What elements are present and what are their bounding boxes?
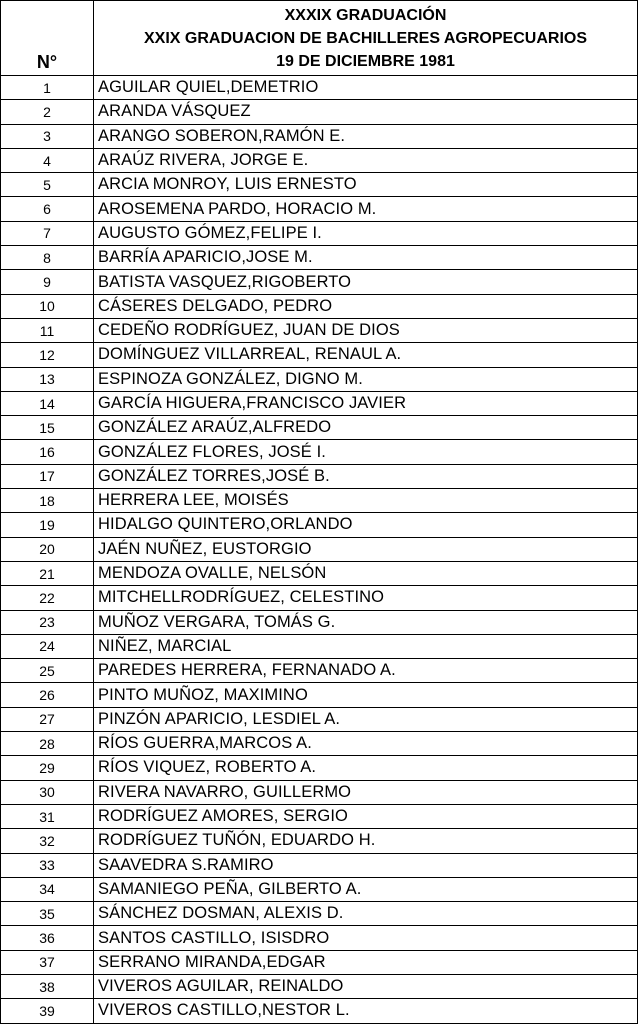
graduate-name: HERRERA LEE, MOISÉS [94,489,638,513]
row-number: 21 [1,561,94,585]
row-number: 2 [1,100,94,124]
table-row [1,124,638,148]
row-number: 13 [1,367,94,391]
graduate-name: PAREDES HERRERA, FERNANADO A. [94,659,638,683]
table-row [1,853,638,877]
graduate-name: GARCÍA HIGUERA,FRANCISCO JAVIER [94,391,638,415]
graduate-name: CÁSERES DELGADO, PEDRO [94,294,638,318]
graduate-name: MITCHELLRODRÍGUEZ, CELESTINO [94,586,638,610]
row-number: 7 [1,221,94,245]
graduate-name: BATISTA VASQUEZ,RIGOBERTO [94,270,638,294]
table-row [1,489,638,513]
graduate-name: MUÑOZ VERGARA, TOMÁS G. [94,610,638,634]
row-number: 36 [1,926,94,950]
row-number: 27 [1,707,94,731]
row-number: 15 [1,416,94,440]
table-row [1,197,638,221]
table-row [1,586,638,610]
graduate-name: PINZÓN APARICIO, LESDIEL A. [94,707,638,731]
row-number: 22 [1,586,94,610]
graduate-name: NIÑEZ, MARCIAL [94,634,638,658]
table-row [1,537,638,561]
row-number: 5 [1,173,94,197]
table-row [1,804,638,828]
graduate-name: AGUILAR QUIEL,DEMETRIO [94,76,638,100]
row-number: 3 [1,124,94,148]
graduate-name: VIVEROS AGUILAR, REINALDO [94,974,638,998]
table-row [1,561,638,585]
table-row [1,318,638,342]
row-number: 24 [1,634,94,658]
graduate-name: CEDEÑO RODRÍGUEZ, JUAN DE DIOS [94,318,638,342]
row-number: 23 [1,610,94,634]
row-number: 19 [1,513,94,537]
graduate-name: SAMANIEGO PEÑA, GILBERTO A. [94,877,638,901]
graduate-name: RODRÍGUEZ AMORES, SERGIO [94,804,638,828]
table-row [1,343,638,367]
graduate-name: HIDALGO QUINTERO,ORLANDO [94,513,638,537]
table-row [1,367,638,391]
table-row [1,464,638,488]
row-number: 31 [1,804,94,828]
table-row [1,513,638,537]
graduate-name: GONZÁLEZ ARAÚZ,ALFREDO [94,416,638,440]
table-row [1,950,638,974]
table-row [1,829,638,853]
graduate-name: GONZÁLEZ TORRES,JOSÉ B. [94,464,638,488]
table-row [1,391,638,415]
row-number: 39 [1,999,94,1023]
row-number: 8 [1,246,94,270]
row-number: 9 [1,270,94,294]
graduate-name: DOMÍNGUEZ VILLARREAL, RENAUL A. [94,343,638,367]
table-row [1,902,638,926]
row-number: 4 [1,148,94,172]
row-number: 11 [1,318,94,342]
table-row [1,780,638,804]
graduate-name: SAAVEDRA S.RAMIRO [94,853,638,877]
graduate-name: AUGUSTO GÓMEZ,FELIPE I. [94,221,638,245]
table-row [1,877,638,901]
graduate-name: ARANGO SOBERON,RAMÓN E. [94,124,638,148]
row-number: 20 [1,537,94,561]
table-row [1,659,638,683]
row-number: 17 [1,464,94,488]
row-number: 10 [1,294,94,318]
table-row [1,270,638,294]
header-row [1,1,638,76]
title-cell [94,1,638,76]
table-row [1,148,638,172]
graduate-name: ESPINOZA GONZÁLEZ, DIGNO M. [94,367,638,391]
row-number: 30 [1,780,94,804]
graduate-name: RÍOS VIQUEZ, ROBERTO A. [94,756,638,780]
table-row [1,926,638,950]
table-row [1,294,638,318]
number-column-header: N° [1,1,94,76]
title-line-3: 19 DE DICIEMBRE 1981 [276,52,455,70]
table-row [1,173,638,197]
graduate-name: GONZÁLEZ FLORES, JOSÉ I. [94,440,638,464]
graduate-name: JAÉN NUÑEZ, EUSTORGIO [94,537,638,561]
row-number: 38 [1,974,94,998]
table-row [1,634,638,658]
row-number: 35 [1,902,94,926]
row-number: 26 [1,683,94,707]
graduate-name: SÁNCHEZ DOSMAN, ALEXIS D. [94,902,638,926]
table-row [1,707,638,731]
graduate-name: SERRANO MIRANDA,EDGAR [94,950,638,974]
row-number: 29 [1,756,94,780]
table-row [1,756,638,780]
row-number: 25 [1,659,94,683]
table-row [1,732,638,756]
row-number: 34 [1,877,94,901]
row-number: 33 [1,853,94,877]
graduate-name: AROSEMENA PARDO, HORACIO M. [94,197,638,221]
graduate-name: MENDOZA OVALLE, NELSÓN [94,561,638,585]
graduate-name: SANTOS CASTILLO, ISISDRO [94,926,638,950]
graduate-name: ARANDA VÁSQUEZ [94,100,638,124]
table-row [1,221,638,245]
row-number: 28 [1,732,94,756]
table-row [1,683,638,707]
row-number: 1 [1,76,94,100]
table-row [1,610,638,634]
table-row [1,416,638,440]
row-number: 16 [1,440,94,464]
row-number: 37 [1,950,94,974]
row-number: 12 [1,343,94,367]
table-row [1,440,638,464]
graduate-name: RIVERA NAVARRO, GUILLERMO [94,780,638,804]
graduate-name: VIVEROS CASTILLO,NESTOR L. [94,999,638,1023]
graduate-name: BARRÍA APARICIO,JOSE M. [94,246,638,270]
graduate-name: ARCIA MONROY, LUIS ERNESTO [94,173,638,197]
title-line-2: XXIX GRADUACION DE BACHILLERES AGROPECUARIOS [144,29,587,47]
row-number: 18 [1,489,94,513]
table-row [1,76,638,100]
graduate-name: RODRÍGUEZ TUÑÓN, EDUARDO H. [94,829,638,853]
row-number: 14 [1,391,94,415]
graduate-name: ARAÚZ RIVERA, JORGE E. [94,148,638,172]
table-row [1,999,638,1023]
graduate-name: PINTO MUÑOZ, MAXIMINO [94,683,638,707]
title-line-1: XXXIX GRADUACIÓN [284,6,447,24]
row-number: 32 [1,829,94,853]
table-row [1,974,638,998]
row-number: 6 [1,197,94,221]
graduate-name: RÍOS GUERRA,MARCOS A. [94,732,638,756]
table-row [1,246,638,270]
table-row [1,100,638,124]
